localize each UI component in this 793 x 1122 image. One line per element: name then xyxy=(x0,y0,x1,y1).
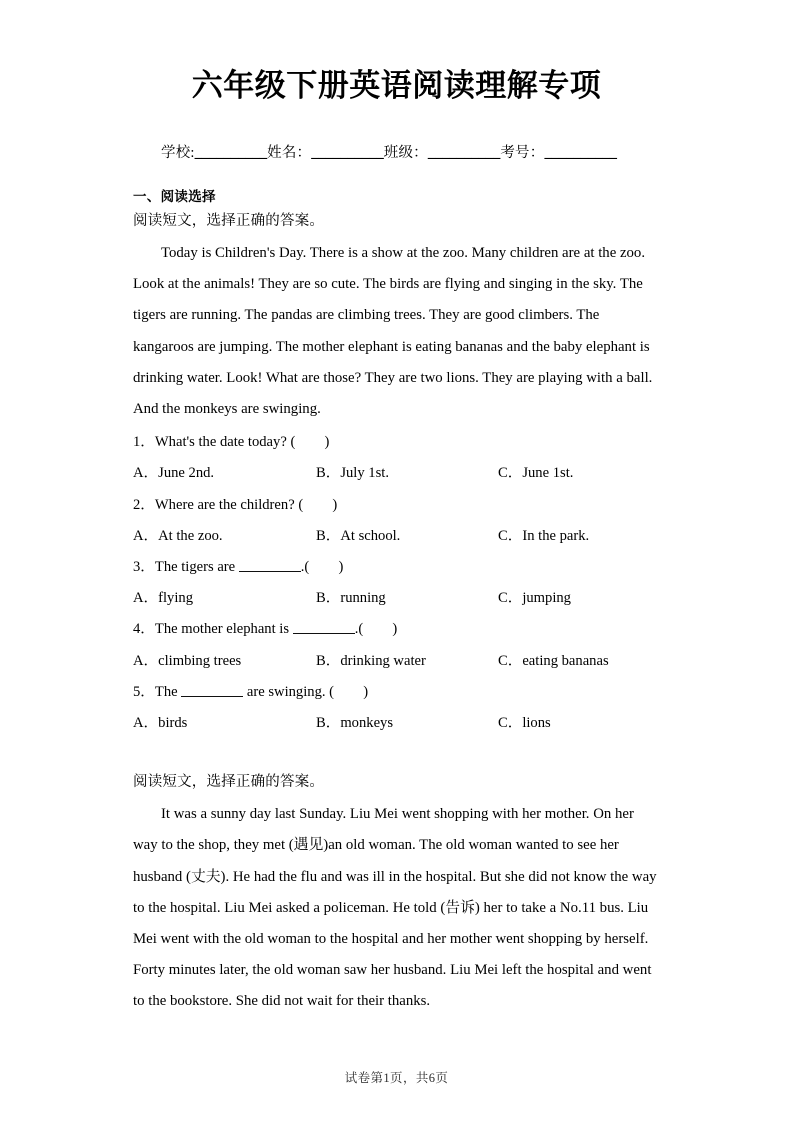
option-text: drinking water xyxy=(340,652,426,669)
option-letter: C． xyxy=(498,652,523,669)
passage-2-text: It was a sunny day last Sunday. Liu Mei went shopping with her mother. On her way to the shop, they met (遇见)an old woman. The old woman wanted to see her husband (丈夫). He had the flu and was ill in the hospital. But she did not know the way to the hospital. Liu Mei asked a policeman. He told (告诉) her to take a No.11 bus. Liu Mei went with the old woman to the hospital and her mother went shopping by herself. Forty minutes later, the old woman saw her husband. Liu Mei left the hospital and went to the bookstore. She did not wait for their thanks. xyxy=(133,806,657,1010)
option-letter: B． xyxy=(316,465,341,482)
question-2-option-b[interactable] xyxy=(316,521,400,552)
question-4-option-b[interactable] xyxy=(316,646,426,677)
question-5-prompt: The xyxy=(154,683,182,700)
option-text: June 2nd. xyxy=(158,465,215,482)
question-1-options xyxy=(133,458,661,489)
question-3-answer-box[interactable] xyxy=(309,559,338,575)
question-2-option-a[interactable] xyxy=(133,521,223,552)
question-4-number: 4． xyxy=(133,621,155,638)
school-blank[interactable]: __________ xyxy=(194,145,268,161)
passage-1-text: Today is Children's Day. There is a show at the zoo. Many children are at the zoo. Look at the animals! They are so cute. The birds are flying and singing in the sky. The tigers are running. The pandas are climbing trees. They are good climbers. The kangaroos are jumping. The mother elephant is eating bananas and the baby elephant is drinking water. Look! What are those? They are two lions. They are playing with a ball. And the monkeys are swinging. xyxy=(133,245,653,418)
name-blank[interactable]: __________ xyxy=(311,145,384,161)
question-2-number: 2． xyxy=(133,496,155,513)
name-label: 姓名： xyxy=(267,145,312,161)
exam-no-label: 考号： xyxy=(500,145,545,161)
option-letter: C． xyxy=(498,527,523,544)
question-2-answer-box[interactable] xyxy=(303,497,332,513)
option-text: running xyxy=(340,590,386,607)
question-3-number: 3． xyxy=(133,559,155,575)
question-3 xyxy=(133,552,661,583)
school-label: 学校: xyxy=(161,145,195,161)
option-text: June 1st. xyxy=(522,465,574,482)
question-4-option-a[interactable] xyxy=(133,646,241,677)
question-5-options xyxy=(133,708,661,739)
question-1-answer-box[interactable] xyxy=(295,434,324,450)
page-footer: 试卷第1页，共6页 xyxy=(344,1071,449,1085)
option-text: flying xyxy=(158,590,194,607)
question-1 xyxy=(133,427,661,458)
passage-2-instruction: 阅读短文，选择正确的答案。 xyxy=(133,774,325,791)
option-letter: A． xyxy=(133,590,159,607)
question-5-prompt-close: are swinging. ( xyxy=(243,683,335,700)
exam-no-blank[interactable]: __________ xyxy=(544,145,617,161)
option-letter: A． xyxy=(133,652,159,669)
question-4-prompt: The mother elephant is xyxy=(154,621,293,638)
question-4-prompt-end: ) xyxy=(392,621,398,638)
question-4-option-c[interactable] xyxy=(498,646,609,677)
option-letter: B． xyxy=(316,714,341,731)
page-title: 六年级下册英语阅读理解专项 xyxy=(191,68,602,103)
question-2-option-c[interactable] xyxy=(498,521,589,552)
question-4-prompt-close: .( xyxy=(354,621,364,638)
question-5-answer-box[interactable] xyxy=(334,684,363,700)
option-letter: B． xyxy=(316,527,341,544)
question-3-option-c[interactable] xyxy=(498,583,571,614)
option-letter: B． xyxy=(316,652,341,669)
question-5-option-a[interactable] xyxy=(133,708,187,739)
question-5-number: 5． xyxy=(133,683,155,700)
option-text: jumping xyxy=(522,590,571,607)
option-letter: C． xyxy=(498,714,523,731)
option-text: lions xyxy=(522,714,551,731)
student-info-line xyxy=(133,142,663,164)
question-5-option-b[interactable] xyxy=(316,708,393,739)
question-3-prompt-end: ) xyxy=(338,559,344,575)
question-3-prompt-close: .( xyxy=(300,559,310,575)
class-label: 班级： xyxy=(383,145,428,161)
option-letter: A． xyxy=(133,465,159,482)
option-text: July 1st. xyxy=(340,465,389,482)
question-5-option-c[interactable] xyxy=(498,708,551,739)
question-3-option-b[interactable] xyxy=(316,583,386,614)
question-1-option-a[interactable] xyxy=(133,458,214,489)
question-3-fill-blank[interactable] xyxy=(239,558,301,572)
question-5 xyxy=(133,677,661,708)
option-text: At the zoo. xyxy=(158,527,223,544)
option-text: climbing trees xyxy=(158,652,242,669)
question-1-prompt-close: ) xyxy=(324,434,330,451)
option-text: In the park. xyxy=(522,527,590,544)
question-3-prompt: The tigers are xyxy=(154,559,239,575)
question-1-number: 1． xyxy=(133,434,155,451)
option-letter: C． xyxy=(498,465,523,482)
option-letter: B． xyxy=(316,590,341,607)
question-3-options xyxy=(133,583,661,614)
question-4 xyxy=(133,614,661,645)
question-5-prompt-end: ) xyxy=(363,683,369,700)
section-spacer xyxy=(133,739,661,770)
document-body xyxy=(133,186,661,1018)
question-4-fill-blank[interactable] xyxy=(293,620,355,634)
option-letter: C． xyxy=(498,590,523,607)
option-letter: A． xyxy=(133,527,159,544)
question-2-options xyxy=(133,521,661,552)
option-text: birds xyxy=(158,714,188,731)
option-text: monkeys xyxy=(340,714,394,731)
section-heading-reading-choice: 一、阅读选择 xyxy=(133,189,216,204)
passage-1-instruction: 阅读短文，选择正确的答案。 xyxy=(133,213,325,229)
question-4-answer-box[interactable] xyxy=(363,621,392,637)
question-4-options xyxy=(133,646,661,677)
question-5-fill-blank[interactable] xyxy=(181,683,243,697)
question-2-prompt-close: ) xyxy=(332,496,338,513)
question-1-option-b[interactable] xyxy=(316,458,389,489)
question-1-prompt: What's the date today? ( xyxy=(154,434,296,451)
question-3-option-a[interactable] xyxy=(133,583,193,614)
option-text: eating bananas xyxy=(522,652,609,669)
question-2-prompt: Where are the children? ( xyxy=(154,496,304,513)
question-2 xyxy=(133,490,661,521)
option-letter: A． xyxy=(133,714,159,731)
passage-1-questions xyxy=(133,427,661,739)
option-text: At school. xyxy=(340,527,401,544)
question-1-option-c[interactable] xyxy=(498,458,573,489)
class-blank[interactable]: __________ xyxy=(427,145,501,161)
